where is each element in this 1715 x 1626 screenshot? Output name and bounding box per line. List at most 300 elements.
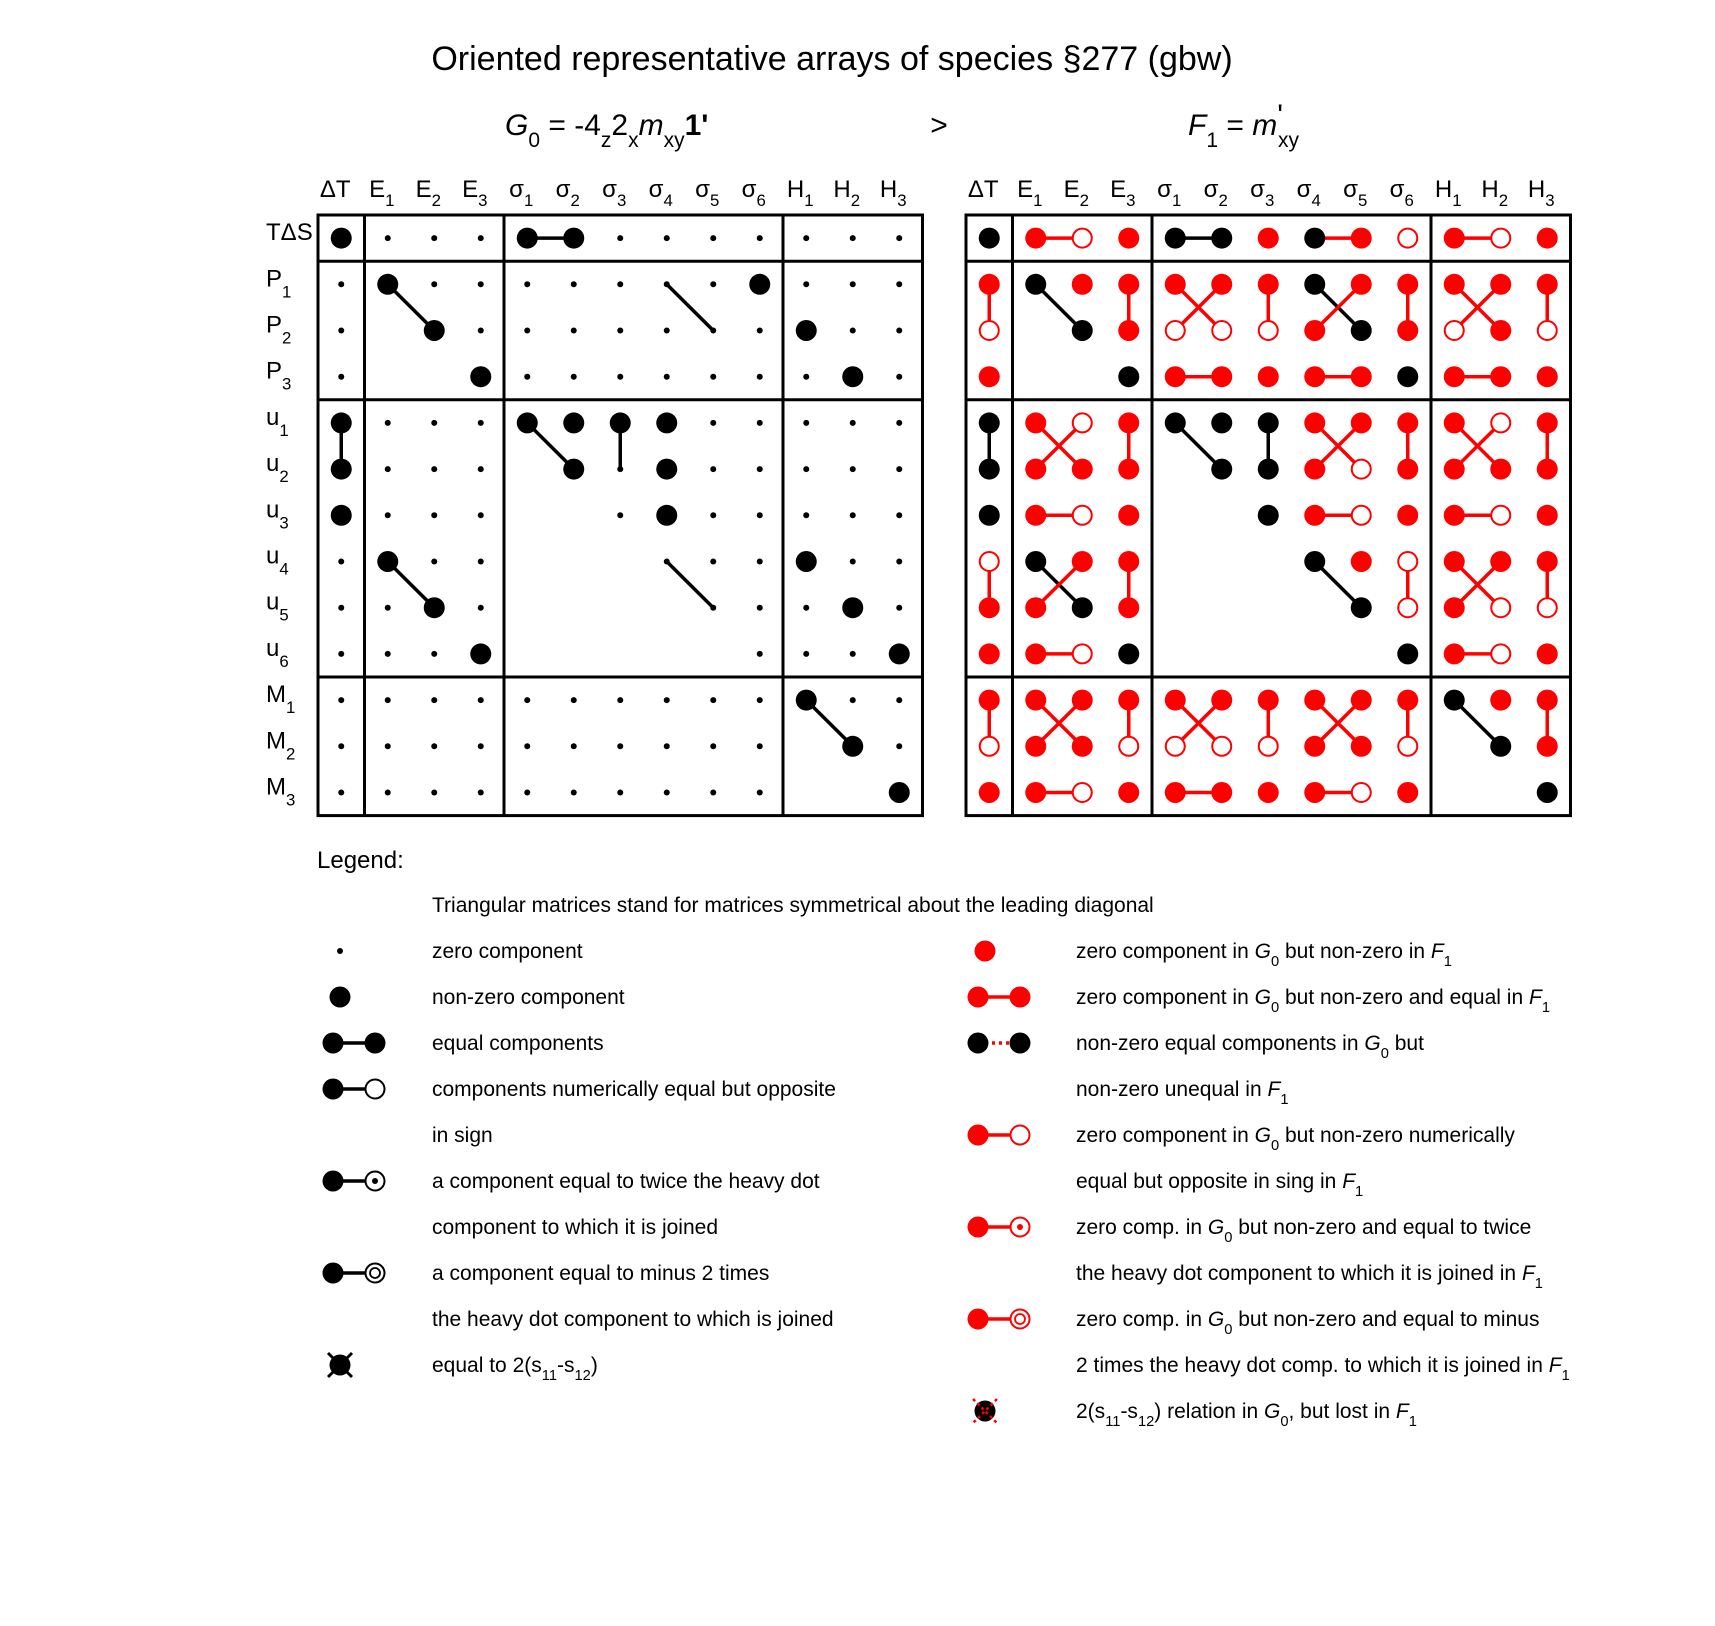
zero-component bbox=[896, 559, 902, 565]
zero-component bbox=[617, 328, 623, 334]
zero-component bbox=[803, 466, 809, 472]
nonzero-component bbox=[563, 412, 584, 433]
zero-component bbox=[478, 605, 484, 611]
red-component bbox=[1304, 459, 1325, 480]
nonzero-component bbox=[979, 228, 1000, 249]
zero-component bbox=[896, 281, 902, 287]
column-label: $\sigma_2$ bbox=[555, 176, 580, 210]
zero-component bbox=[617, 235, 623, 241]
zero-component bbox=[664, 374, 670, 380]
zero-component bbox=[850, 328, 856, 334]
red-component bbox=[1490, 320, 1511, 341]
legend-dot bbox=[1010, 1033, 1031, 1054]
column-label: $H_2$ bbox=[1481, 176, 1509, 210]
red-open-component bbox=[1212, 737, 1231, 756]
red-open-component bbox=[980, 552, 999, 571]
red-component bbox=[1444, 366, 1465, 387]
zero-component bbox=[338, 281, 344, 287]
red-component bbox=[1304, 782, 1325, 803]
legend-entry-text: zero component in $G_0$ but non-zero in $F_1$ bbox=[1076, 940, 1452, 970]
red-component bbox=[1304, 320, 1325, 341]
zero-component bbox=[710, 281, 716, 287]
legend-dot bbox=[1010, 987, 1031, 1008]
nonzero-component bbox=[1165, 412, 1186, 433]
zero-component bbox=[664, 697, 670, 703]
legend-entry-text: $2(s_{11}-s_{12})$ relation in $G_0$, but lost in $F_1$ bbox=[1076, 1400, 1417, 1430]
column-label: $E_1$ bbox=[369, 176, 395, 210]
column-label: $E_2$ bbox=[1063, 176, 1089, 210]
zero-component bbox=[617, 743, 623, 749]
legend-open-dot bbox=[1011, 1126, 1030, 1145]
zero-component bbox=[338, 605, 344, 611]
red-open-component bbox=[1491, 413, 1510, 432]
zero-component bbox=[338, 790, 344, 796]
red-open-component bbox=[1166, 321, 1185, 340]
red-component bbox=[1072, 690, 1093, 711]
column-label: $\sigma_1$ bbox=[1157, 176, 1182, 210]
column-label: $\sigma_3$ bbox=[602, 176, 627, 210]
column-label: $H_1$ bbox=[1434, 176, 1462, 210]
red-component bbox=[1444, 228, 1465, 249]
red-component bbox=[1072, 551, 1093, 572]
zero-component bbox=[664, 281, 670, 287]
red-component bbox=[1025, 736, 1046, 757]
legend-entry-text: 2 times the heavy dot comp. to which it is joined in $F_1$ bbox=[1076, 1354, 1570, 1384]
zero-component bbox=[710, 743, 716, 749]
zero-component bbox=[757, 466, 763, 472]
red-component bbox=[1118, 782, 1139, 803]
zero-component bbox=[803, 512, 809, 518]
zero-component bbox=[757, 697, 763, 703]
legend-left-column bbox=[323, 940, 836, 1384]
column-label: $\sigma_5$ bbox=[1343, 176, 1368, 210]
zero-component bbox=[431, 512, 437, 518]
zero-component bbox=[385, 466, 391, 472]
red-component bbox=[1118, 551, 1139, 572]
red-open-component bbox=[980, 737, 999, 756]
zero-component bbox=[617, 466, 623, 472]
nonzero-component bbox=[1537, 782, 1558, 803]
red-component bbox=[1444, 505, 1465, 526]
nonzero-component bbox=[1118, 366, 1139, 387]
red-component bbox=[1444, 412, 1465, 433]
zero-component bbox=[431, 790, 437, 796]
red-component bbox=[1537, 274, 1558, 295]
zero-component bbox=[896, 605, 902, 611]
red-open-component bbox=[1073, 783, 1092, 802]
red-component bbox=[1444, 643, 1465, 664]
red-open-component bbox=[1398, 598, 1417, 617]
red-open-component bbox=[1259, 321, 1278, 340]
column-label: $\sigma_4$ bbox=[1296, 176, 1321, 210]
zero-component bbox=[338, 328, 344, 334]
zero-component bbox=[757, 605, 763, 611]
zero-component bbox=[338, 559, 344, 565]
nonzero-component bbox=[563, 228, 584, 249]
red-component bbox=[1211, 366, 1232, 387]
zero-component bbox=[710, 374, 716, 380]
red-open-component bbox=[1398, 552, 1417, 571]
legend-entry-text: non-zero component bbox=[432, 986, 625, 1009]
red-component bbox=[1165, 690, 1186, 711]
nonzero-component bbox=[1118, 643, 1139, 664]
zero-component bbox=[896, 743, 902, 749]
nonzero-component bbox=[1258, 412, 1279, 433]
red-component bbox=[1118, 690, 1139, 711]
zero-component bbox=[710, 328, 716, 334]
red-open-component bbox=[1491, 229, 1510, 248]
red-component bbox=[1118, 412, 1139, 433]
nonzero-component bbox=[979, 459, 1000, 480]
nonzero-component bbox=[1490, 736, 1511, 757]
zero-component bbox=[803, 605, 809, 611]
nonzero-component bbox=[842, 736, 863, 757]
zero-component bbox=[385, 651, 391, 657]
row-label: $P_1$ bbox=[266, 265, 292, 302]
nonzero-component bbox=[377, 551, 398, 572]
nonzero-component bbox=[979, 505, 1000, 526]
zero-component bbox=[710, 559, 716, 565]
zero-component bbox=[850, 420, 856, 426]
nonzero-component bbox=[1258, 459, 1279, 480]
red-component bbox=[1351, 412, 1372, 433]
red-component bbox=[1025, 690, 1046, 711]
zero-component bbox=[664, 328, 670, 334]
zero-component bbox=[757, 790, 763, 796]
zero-component bbox=[850, 235, 856, 241]
zero-component bbox=[478, 743, 484, 749]
nonzero-component bbox=[424, 597, 445, 618]
red-component bbox=[1351, 274, 1372, 295]
zero-component bbox=[710, 420, 716, 426]
red-component bbox=[1025, 643, 1046, 664]
zero-component bbox=[571, 790, 577, 796]
column-label: $\sigma_5$ bbox=[695, 176, 720, 210]
legend-dot bbox=[365, 1033, 386, 1054]
black-link bbox=[667, 284, 714, 330]
zero-component bbox=[385, 697, 391, 703]
row-label: $u_2$ bbox=[266, 450, 289, 487]
red-component bbox=[1444, 459, 1465, 480]
nonzero-component bbox=[331, 505, 352, 526]
zero-component bbox=[478, 790, 484, 796]
red-component bbox=[1165, 366, 1186, 387]
zero-component bbox=[571, 374, 577, 380]
zero-component bbox=[757, 235, 763, 241]
zero-component bbox=[710, 605, 716, 611]
red-open-component bbox=[1212, 321, 1231, 340]
zero-component bbox=[710, 466, 716, 472]
red-open-component bbox=[1073, 644, 1092, 663]
legend-dot bbox=[968, 1125, 989, 1146]
legend-inner-dot bbox=[372, 1178, 378, 1184]
zero-component bbox=[710, 697, 716, 703]
zero-component bbox=[896, 466, 902, 472]
nonzero-component bbox=[656, 412, 677, 433]
row-label: $u_3$ bbox=[266, 496, 289, 533]
legend-dot bbox=[968, 1033, 989, 1054]
legend-note: Triangular matrices stand for matrices symmetrical about the leading diagonal bbox=[432, 894, 1154, 917]
zero-component bbox=[617, 374, 623, 380]
zero-component bbox=[431, 466, 437, 472]
red-component bbox=[1537, 412, 1558, 433]
red-component bbox=[1304, 366, 1325, 387]
red-component bbox=[1118, 459, 1139, 480]
nonzero-component bbox=[1072, 597, 1093, 618]
black-link bbox=[667, 562, 714, 608]
row-label: $u_5$ bbox=[266, 588, 289, 625]
red-component bbox=[1397, 320, 1418, 341]
red-component bbox=[979, 597, 1000, 618]
red-component bbox=[1351, 228, 1372, 249]
nonzero-component bbox=[842, 366, 863, 387]
nonzero-component bbox=[1025, 274, 1046, 295]
red-component bbox=[1118, 274, 1139, 295]
legend-entry-text: component to which it is joined bbox=[432, 1216, 718, 1239]
column-label: ΔT bbox=[967, 176, 999, 203]
red-open-component bbox=[1491, 644, 1510, 663]
zero-component bbox=[431, 420, 437, 426]
zero-component bbox=[478, 235, 484, 241]
nonzero-component bbox=[610, 412, 631, 433]
red-component bbox=[1537, 459, 1558, 480]
legend-entry-text: zero comp. in $G_0$ but non-zero and equal to minus bbox=[1076, 1308, 1540, 1338]
red-component bbox=[1211, 690, 1232, 711]
nonzero-component bbox=[1211, 459, 1232, 480]
red-open-component bbox=[1398, 737, 1417, 756]
zero-component bbox=[524, 281, 530, 287]
column-label: $\sigma_3$ bbox=[1250, 176, 1275, 210]
column-label: $E_1$ bbox=[1017, 176, 1043, 210]
zero-component bbox=[896, 420, 902, 426]
row-label: $M_1$ bbox=[266, 681, 296, 718]
red-component bbox=[1072, 736, 1093, 757]
nonzero-component bbox=[1211, 228, 1232, 249]
legend-entry-text: in sign bbox=[432, 1124, 493, 1147]
nonzero-component bbox=[889, 643, 910, 664]
red-component bbox=[1258, 366, 1279, 387]
zero-component bbox=[664, 235, 670, 241]
zero-component bbox=[385, 512, 391, 518]
red-component bbox=[1072, 459, 1093, 480]
zero-component bbox=[431, 651, 437, 657]
red-component bbox=[1258, 782, 1279, 803]
nonzero-component bbox=[331, 459, 352, 480]
legend-entry-text: zero component in $G_0$ but non-zero and equal in $F_1$ bbox=[1076, 986, 1550, 1016]
red-open-component bbox=[1073, 229, 1092, 248]
red-component bbox=[1304, 736, 1325, 757]
nonzero-component bbox=[470, 643, 491, 664]
row-label: $u_1$ bbox=[266, 403, 289, 440]
red-open-component bbox=[1352, 506, 1371, 525]
legend-dot bbox=[330, 987, 351, 1008]
red-component bbox=[1444, 551, 1465, 572]
red-component bbox=[1397, 412, 1418, 433]
zero-component bbox=[617, 281, 623, 287]
nonzero-component bbox=[1304, 274, 1325, 295]
zero-component bbox=[896, 328, 902, 334]
red-open-component bbox=[1073, 413, 1092, 432]
zero-component bbox=[617, 697, 623, 703]
nonzero-component bbox=[1304, 228, 1325, 249]
zero-component bbox=[478, 697, 484, 703]
subgroup-array bbox=[966, 176, 1571, 816]
column-label: $H_1$ bbox=[786, 176, 814, 210]
zero-component bbox=[571, 281, 577, 287]
row-label: $P_2$ bbox=[266, 311, 292, 348]
zero-component bbox=[850, 466, 856, 472]
column-label: $\sigma_4$ bbox=[648, 176, 673, 210]
red-component bbox=[1118, 228, 1139, 249]
red-open-component bbox=[1352, 783, 1371, 802]
zero-component bbox=[803, 651, 809, 657]
zero-component bbox=[664, 559, 670, 565]
red-open-component bbox=[1073, 506, 1092, 525]
red-component bbox=[1304, 690, 1325, 711]
zero-component bbox=[478, 559, 484, 565]
nonzero-component bbox=[796, 690, 817, 711]
red-component bbox=[1397, 274, 1418, 295]
legend-dot bbox=[968, 1309, 989, 1330]
legend-open-dot bbox=[1011, 1310, 1030, 1329]
zero-component bbox=[617, 512, 623, 518]
legend-dot bbox=[323, 1033, 344, 1054]
legend-dot bbox=[968, 1217, 989, 1238]
legend-dot bbox=[968, 987, 989, 1008]
zero-component bbox=[571, 743, 577, 749]
red-component bbox=[1025, 782, 1046, 803]
nonzero-component bbox=[656, 459, 677, 480]
red-component bbox=[1118, 320, 1139, 341]
zero-component bbox=[385, 235, 391, 241]
red-component bbox=[1211, 274, 1232, 295]
zero-component bbox=[896, 235, 902, 241]
red-component bbox=[1258, 274, 1279, 295]
zero-component bbox=[850, 559, 856, 565]
red-open-component bbox=[980, 321, 999, 340]
zero-component bbox=[431, 235, 437, 241]
red-open-component bbox=[1491, 598, 1510, 617]
nonzero-component bbox=[517, 412, 538, 433]
nonzero-component bbox=[1211, 412, 1232, 433]
red-component bbox=[1304, 505, 1325, 526]
red-component bbox=[1537, 228, 1558, 249]
column-label: $H_3$ bbox=[879, 176, 907, 210]
column-label: ΔT bbox=[319, 176, 351, 203]
nonzero-component bbox=[1304, 551, 1325, 572]
legend-open-dot bbox=[366, 1080, 385, 1099]
nonzero-component bbox=[424, 320, 445, 341]
column-label: $E_2$ bbox=[415, 176, 441, 210]
legend-dot bbox=[323, 1079, 344, 1100]
zero-component bbox=[803, 281, 809, 287]
legend-entry-text: the heavy dot component to which it is joined in $F_1$ bbox=[1076, 1262, 1543, 1292]
nonzero-component bbox=[796, 320, 817, 341]
red-component bbox=[1490, 366, 1511, 387]
zero-component bbox=[431, 697, 437, 703]
zero-component bbox=[710, 512, 716, 518]
zero-component bbox=[664, 790, 670, 796]
legend-entry-text: non-zero equal components in $G_0$ but bbox=[1076, 1032, 1424, 1062]
red-component bbox=[1072, 274, 1093, 295]
red-component bbox=[1537, 366, 1558, 387]
red-open-component bbox=[1445, 321, 1464, 340]
zero-component bbox=[431, 743, 437, 749]
zero-component bbox=[338, 743, 344, 749]
zero-component bbox=[385, 420, 391, 426]
red-component bbox=[1258, 228, 1279, 249]
zero-component bbox=[757, 374, 763, 380]
zero-component bbox=[385, 743, 391, 749]
nonzero-component bbox=[889, 782, 910, 803]
legend-entry-text: zero comp. in $G_0$ but non-zero and equal to twice bbox=[1076, 1216, 1532, 1246]
red-component bbox=[979, 366, 1000, 387]
zero-component bbox=[850, 512, 856, 518]
nonzero-component bbox=[1444, 690, 1465, 711]
subgroup-symbol: $F_1 = m'$ xy bbox=[1188, 99, 1299, 152]
row-label: $M_3$ bbox=[266, 773, 296, 810]
legend-entry-text: zero component in $G_0$ but non-zero numerically bbox=[1076, 1124, 1515, 1154]
zero-component bbox=[524, 374, 530, 380]
legend-small-dot bbox=[337, 948, 343, 954]
red-component bbox=[979, 782, 1000, 803]
red-open-component bbox=[1119, 737, 1138, 756]
nonzero-component bbox=[1072, 320, 1093, 341]
zero-component bbox=[803, 374, 809, 380]
column-label: $E_3$ bbox=[1110, 176, 1136, 210]
red-component bbox=[1537, 551, 1558, 572]
red-component bbox=[1025, 412, 1046, 433]
nonzero-component bbox=[656, 505, 677, 526]
nonzero-component bbox=[563, 459, 584, 480]
column-label: $\sigma_2$ bbox=[1203, 176, 1228, 210]
red-component bbox=[1444, 597, 1465, 618]
red-component bbox=[1490, 459, 1511, 480]
zero-component bbox=[478, 512, 484, 518]
zero-component bbox=[524, 697, 530, 703]
red-component bbox=[1351, 366, 1372, 387]
red-component bbox=[1397, 459, 1418, 480]
red-component bbox=[979, 274, 1000, 295]
red-component bbox=[1397, 505, 1418, 526]
zero-component bbox=[757, 512, 763, 518]
legend-entry-text: components numerically equal but opposite bbox=[432, 1078, 836, 1101]
zero-component bbox=[431, 559, 437, 565]
zero-component bbox=[524, 743, 530, 749]
red-component bbox=[1537, 690, 1558, 711]
red-component bbox=[1490, 690, 1511, 711]
nonzero-component bbox=[749, 274, 770, 295]
zero-component bbox=[524, 328, 530, 334]
zero-component bbox=[431, 281, 437, 287]
legend-entry-text: non-zero unequal in $F_1$ bbox=[1076, 1078, 1289, 1108]
zero-component bbox=[896, 697, 902, 703]
column-label: $H_2$ bbox=[833, 176, 861, 210]
red-component bbox=[1537, 505, 1558, 526]
nonzero-component bbox=[331, 412, 352, 433]
legend-dot bbox=[975, 941, 996, 962]
red-component bbox=[1211, 782, 1232, 803]
red-component bbox=[1490, 551, 1511, 572]
zero-component bbox=[571, 328, 577, 334]
red-open-component bbox=[1352, 460, 1371, 479]
red-component bbox=[1025, 228, 1046, 249]
row-label: TΔS bbox=[266, 219, 313, 247]
legend-entry-text: a component equal to minus 2 times bbox=[432, 1262, 770, 1285]
red-component bbox=[1025, 505, 1046, 526]
zero-component bbox=[385, 790, 391, 796]
row-label: $u_4$ bbox=[266, 542, 289, 579]
